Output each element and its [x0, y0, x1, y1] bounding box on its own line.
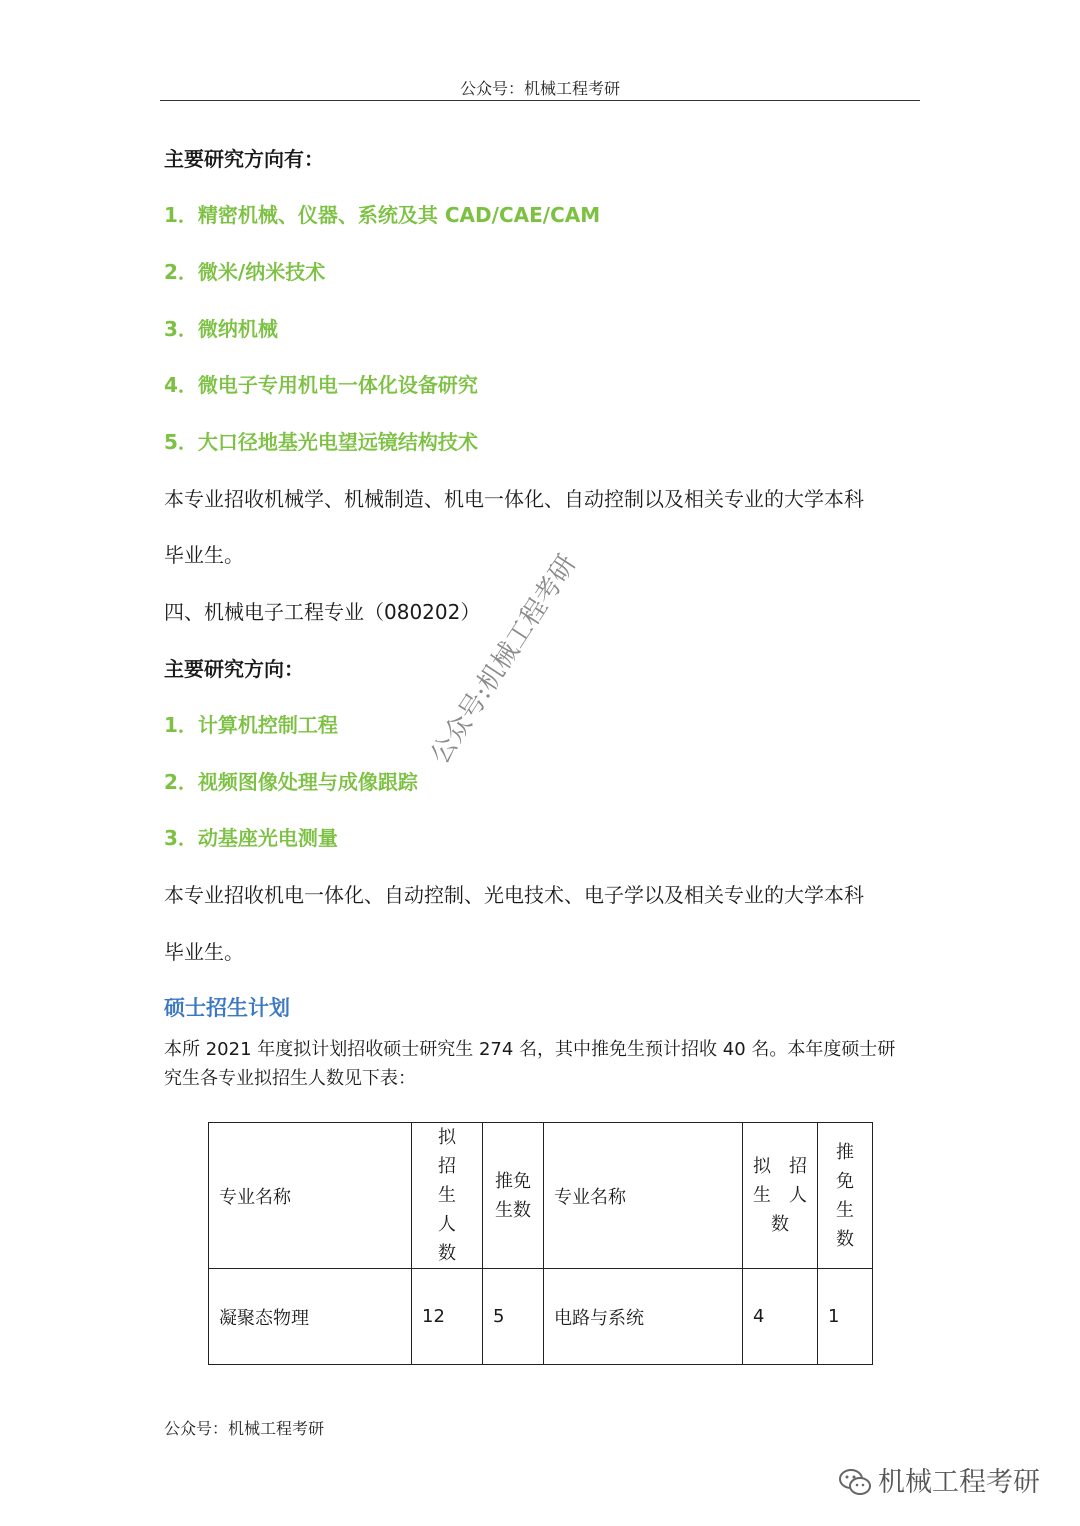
research-item: 1．计算机控制工程 — [164, 713, 338, 737]
page-header-title: 公众号：机械工程考研 — [459, 79, 620, 98]
header-exempt-line: 数 — [836, 1228, 854, 1250]
wechat-icon — [838, 1467, 872, 1497]
cell-major-name-2: 电路与系统 — [544, 1269, 743, 1365]
cell-quota: 12 — [412, 1269, 483, 1365]
header-exempt-line: 生 — [836, 1199, 854, 1221]
header-quota-line: 数 — [771, 1214, 789, 1235]
research-item: 5．大口径地基光电望远镜结构技术 — [164, 430, 478, 454]
cell-exempt-2: 1 — [818, 1269, 873, 1365]
admission-paragraph: 本专业招收机械学、机械制造、机电一体化、自动控制以及相关专业的大学本科 — [164, 487, 864, 511]
cell-exempt: 5 — [483, 1269, 544, 1365]
research-heading-2: 主要研究方向： — [164, 657, 304, 681]
header-exempt-line: 免 — [836, 1170, 854, 1192]
header-quota — [412, 1123, 483, 1269]
table-row — [209, 1269, 873, 1365]
account-logo — [838, 1460, 1040, 1499]
research-item: 2．视频图像处理与成像跟踪 — [164, 770, 418, 794]
admission-paragraph-cont: 毕业生。 — [164, 543, 244, 567]
plan-heading: 硕士招生计划 — [164, 996, 290, 1020]
research-item: 2．微米/纳米技术 — [164, 260, 326, 284]
header-exempt-line: 生数 — [495, 1199, 531, 1221]
major-title: 四、机械电子工程专业（080202） — [164, 600, 481, 624]
header-quota-line: 数 — [438, 1243, 456, 1264]
header-quota-line: 拟 招 — [753, 1156, 807, 1177]
header-exempt-2 — [818, 1123, 873, 1269]
research-item: 3．动基座光电测量 — [164, 826, 338, 850]
header-major-name-2: 专业名称 — [544, 1123, 743, 1269]
admission-paragraph-2-cont: 毕业生。 — [164, 940, 244, 964]
plan-paragraph-cont: 究生各专业拟招生人数见下表： — [164, 1068, 416, 1089]
logo-text: 机械工程考研 — [878, 1467, 1040, 1498]
plan-paragraph: 本所 2021 年度拟计划招收硕士研究生 274 名，其中推免生预计招收 40 名。本年度硕士研 — [164, 1039, 896, 1060]
footer-note: 公众号：机械工程考研 — [164, 1419, 325, 1438]
watermark-text: 公众号:机械工程考研 — [425, 549, 583, 770]
header-quota-line: 生 人 — [753, 1185, 807, 1206]
research-item: 1．精密机械、仪器、系统及其 CAD/CAE/CAM — [164, 203, 601, 227]
header-quota-line: 拟 招 — [438, 1127, 474, 1177]
cell-quota-2: 4 — [743, 1269, 818, 1365]
header-quota-2 — [743, 1123, 818, 1269]
cell-major-name: 凝聚态物理 — [209, 1269, 412, 1365]
header-major-name: 专业名称 — [209, 1123, 412, 1269]
header-exempt-line: 推 — [836, 1141, 854, 1163]
header-exempt-line: 推免 — [495, 1170, 531, 1192]
admission-paragraph-2: 本专业招收机电一体化、自动控制、光电技术、电子学以及相关专业的大学本科 — [164, 883, 864, 907]
research-item: 4．微电子专用机电一体化设备研究 — [164, 373, 478, 397]
table-header-row — [209, 1123, 873, 1269]
enrollment-table — [208, 1122, 873, 1365]
header-exempt — [483, 1123, 544, 1269]
research-item: 3．微纳机械 — [164, 317, 278, 341]
header-divider — [160, 100, 920, 101]
research-heading: 主要研究方向有： — [164, 147, 324, 171]
header-quota-line: 生 人 — [438, 1185, 474, 1235]
